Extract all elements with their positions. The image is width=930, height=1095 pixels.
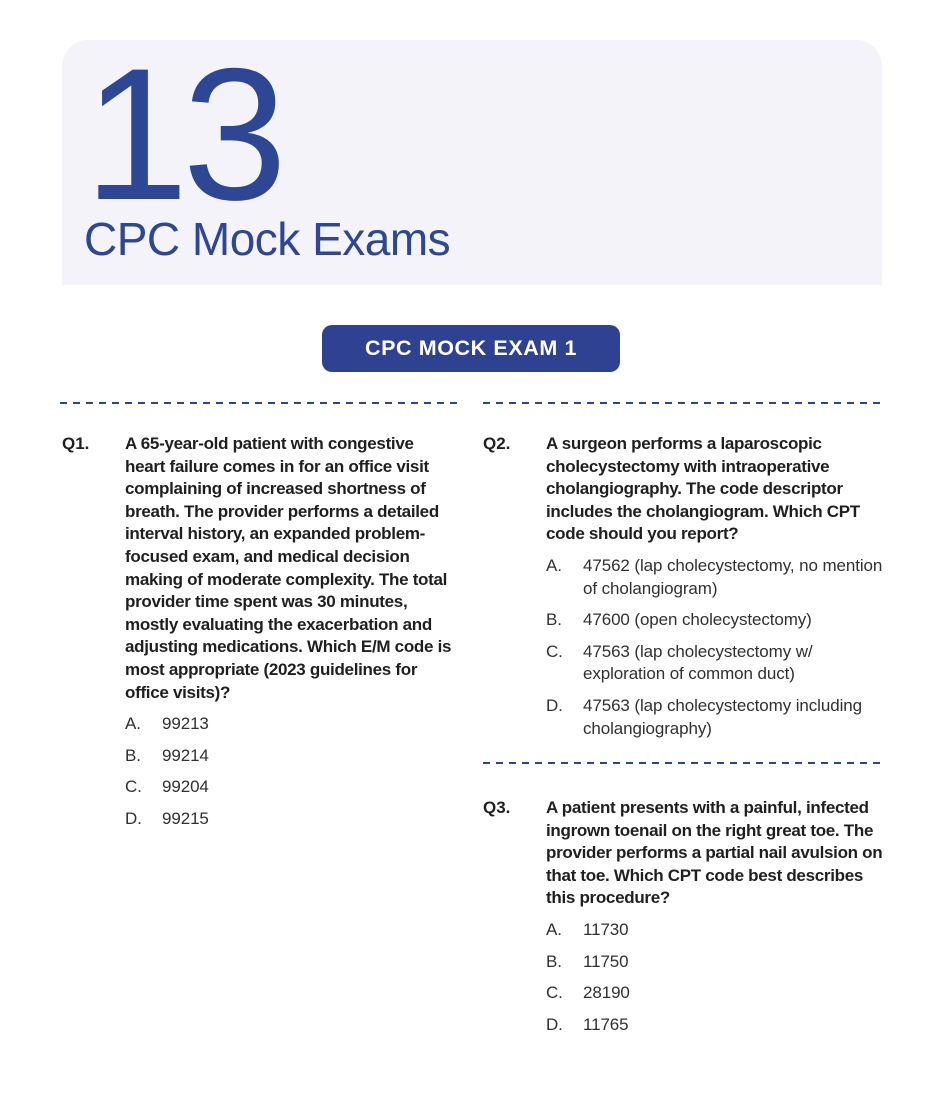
column-separator-dash-right [483,402,884,404]
column-separator-dash-left [60,402,460,404]
option-letter: C. [125,777,142,797]
option-text: 28190 [583,983,630,1003]
option-text: 99204 [162,777,209,797]
question-block-q3 [483,797,884,1036]
option-text: 11730 [583,919,629,939]
option-text: 11750 [583,951,629,971]
exam-badge [322,325,620,372]
question-text: A surgeon performs a laparoscopic cholecystectomy with intraoperative cholangiography. The code descriptor includes the cholangiogram. Which CPT code should you report? [546,434,860,544]
options-list [546,555,884,740]
chapter-title: CPC Mock Exams [84,213,451,265]
options-list [125,713,458,830]
option-item [546,951,884,974]
option-item [546,919,884,942]
option-letter: A. [125,714,141,734]
option-item [125,713,458,736]
option-letter: C. [546,983,563,1003]
option-letter: A. [546,555,562,575]
question-number: Q3. [483,798,511,817]
option-text: 99213 [162,714,209,734]
question-number: Q1. [62,434,90,453]
option-item [546,1014,884,1037]
question-number: Q2. [483,434,511,453]
question-text: A 65-year-old patient with congestive heart failure comes in for an office visit complaining of increased shortness of breath. The provider performs a detailed interval history, an expanded problem-focused exam, and medical decision making of moderate complexity. The total provider time spent was 30 minutes, mostly evaluating the exacerbation and adjusting medications. Which E/M code is most appropriate (2023 guidelines for office visits)? [125,434,452,702]
question-block-q1 [62,433,458,831]
option-text: 47563 (lap cholecystectomy including cholangiography) [583,695,862,738]
option-item [546,641,884,686]
option-letter: D. [125,808,142,828]
option-text: 47600 (open cholecystectomy) [583,610,812,630]
exam-badge-label: CPC MOCK EXAM 1 [364,336,578,360]
option-item [125,776,458,799]
option-item [546,555,884,600]
option-text: 47562 (lap cholecystectomy, no mention of cholangiogram) [583,555,883,598]
option-letter: C. [546,641,563,661]
option-text: 99215 [162,808,209,828]
option-letter: B. [125,745,141,765]
option-text: 47563 (lap cholecystectomy w/ exploration of common duct) [583,641,813,684]
option-letter: B. [546,951,562,971]
question-block-q2 [483,433,884,740]
option-item [546,609,884,632]
chapter-number: 13 [84,29,282,239]
option-item [125,745,458,768]
option-text: 99214 [162,745,209,765]
option-text: 11765 [583,1014,629,1034]
question-text: A patient presents with a painful, infected ingrown toenail on the right great toe. The provider performs a partial nail avulsion on that toe. Which CPT code best describes this procedure? [546,798,883,908]
question-separator-dash [483,762,884,764]
options-list [546,919,884,1036]
option-letter: A. [546,919,562,939]
option-letter: B. [546,610,562,630]
option-letter: D. [546,695,563,715]
option-item [125,808,458,831]
option-item [546,982,884,1005]
option-letter: D. [546,1014,563,1034]
option-item [546,695,884,740]
